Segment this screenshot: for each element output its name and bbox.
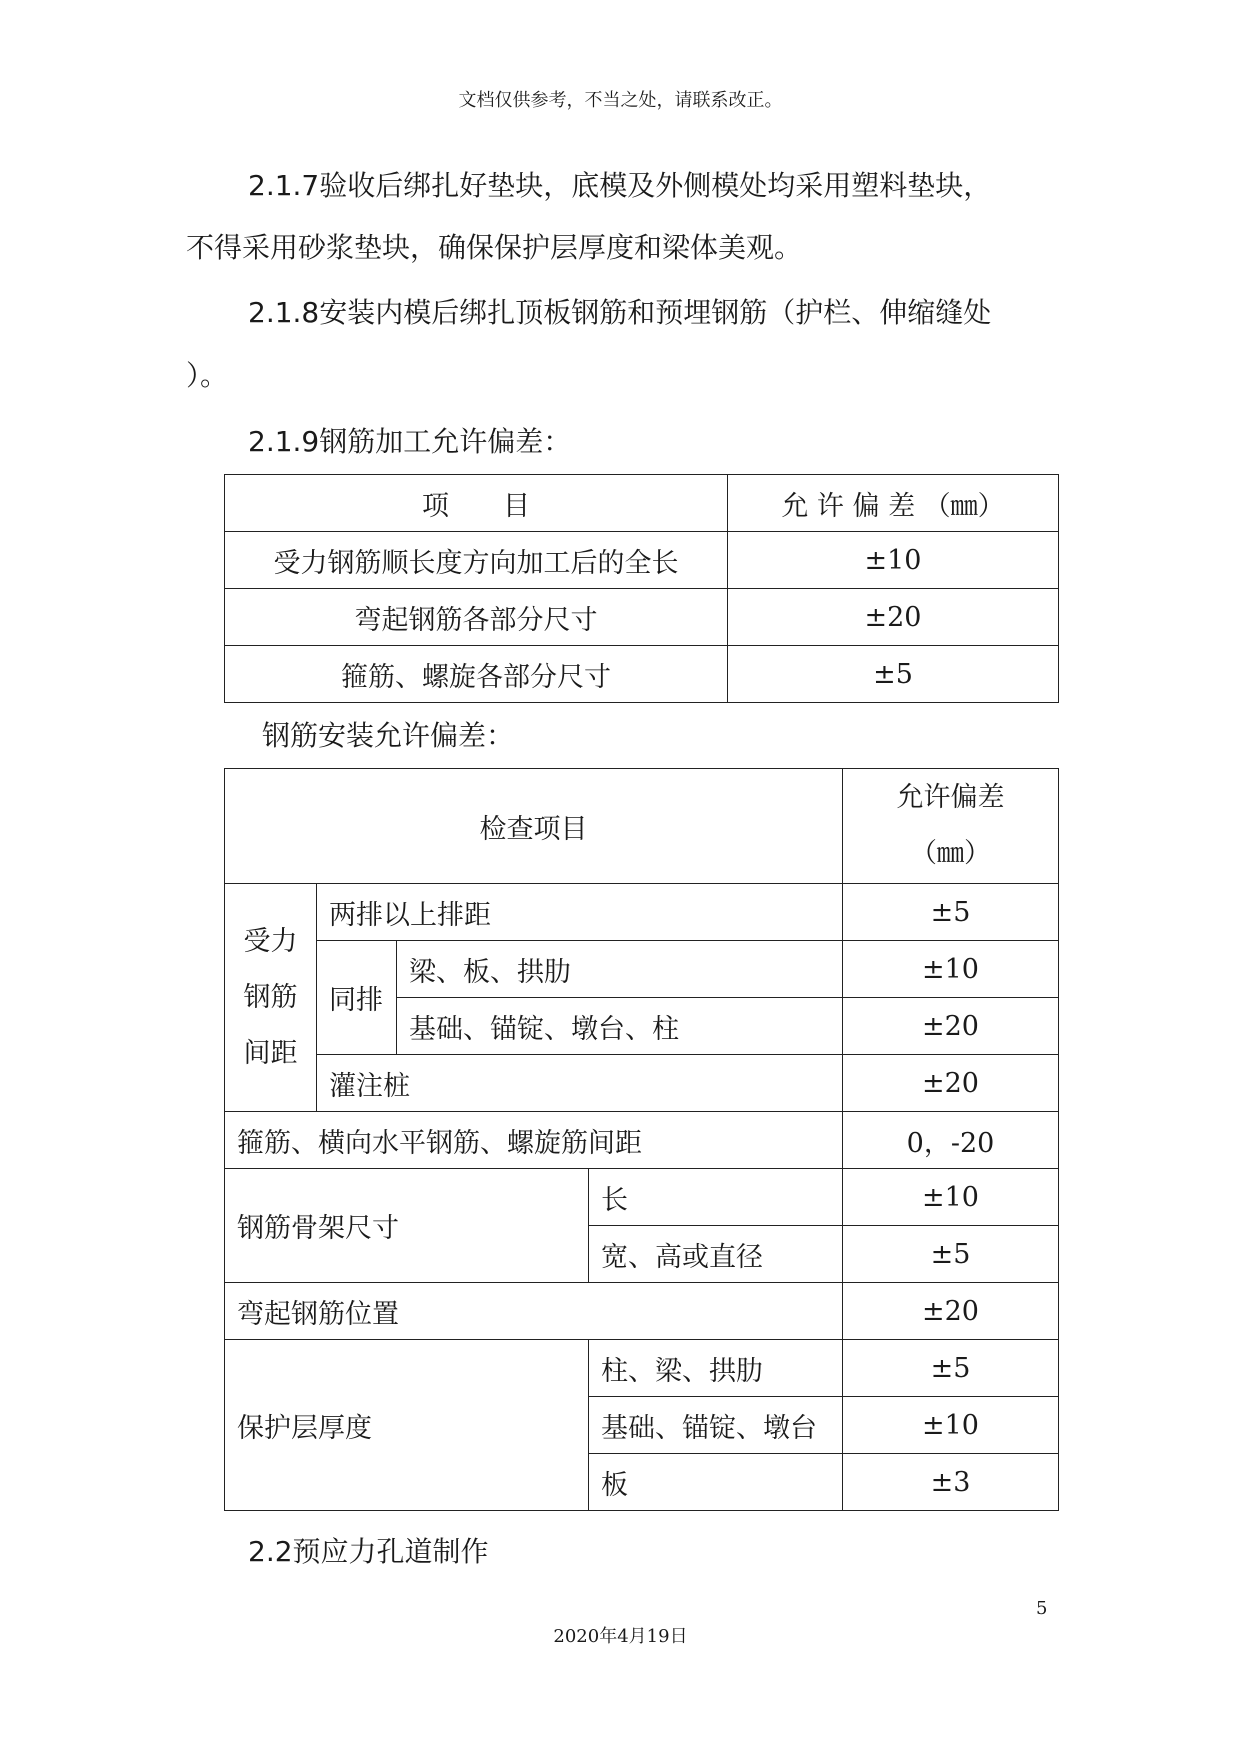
tolerance-cell: ±3 xyxy=(843,1454,1059,1511)
item-cell: 箍筋、横向水平钢筋、螺旋筋间距 xyxy=(225,1112,843,1169)
header-tolerance: 允 许 偏 差 （㎜） xyxy=(728,475,1059,532)
paragraph-2-1-8-line2: ）。 xyxy=(186,359,229,392)
table-row xyxy=(225,1340,1059,1397)
item-cell: 箍筋、螺旋各部分尺寸 xyxy=(225,646,728,703)
tolerance-cell: ±20 xyxy=(843,1283,1059,1340)
paragraph-2-1-9: 2.1.9钢筋加工允许偏差： xyxy=(248,425,572,458)
tolerance-cell: ±10 xyxy=(843,1169,1059,1226)
item-cell: 弯起钢筋位置 xyxy=(225,1283,843,1340)
header-check-item: 检查项目 xyxy=(225,769,843,884)
item-cell: 两排以上排距 xyxy=(317,884,843,941)
tolerance-cell: ±10 xyxy=(843,1397,1059,1454)
item-cell: 梁、板、拱肋 xyxy=(397,941,843,998)
tolerance-cell: ±5 xyxy=(843,1340,1059,1397)
tolerance-cell: ±20 xyxy=(843,1055,1059,1112)
item-cell: 宽、高或直径 xyxy=(589,1226,843,1283)
tolerance-cell: ±10 xyxy=(728,532,1059,589)
item-cell: 受力钢筋顺长度方向加工后的全长 xyxy=(225,532,728,589)
table-row xyxy=(225,1169,1059,1226)
header-tolerance-line1: 允许偏差 xyxy=(896,782,1005,813)
tolerance-cell: ±10 xyxy=(843,941,1059,998)
item-cell: 长 xyxy=(589,1169,843,1226)
item-cell: 柱、梁、拱肋 xyxy=(589,1340,843,1397)
header-item: 项 目 xyxy=(225,475,728,532)
paragraph-2-1-8-line1: 2.1.8安装内模后绑扎顶板钢筋和预埋钢筋（护栏、伸缩缝处 xyxy=(248,296,992,329)
rebar-processing-tolerance-table xyxy=(224,474,1059,703)
group-label-line: 钢筋 xyxy=(243,981,298,1013)
rebar-installation-tolerance-table xyxy=(224,768,1059,1511)
table-row xyxy=(225,941,1059,998)
table-row xyxy=(225,646,1059,703)
table-row xyxy=(225,1055,1059,1112)
item-cell: 弯起钢筋各部分尺寸 xyxy=(225,589,728,646)
section-2-2-heading: 2.2预应力孔道制作 xyxy=(248,1535,489,1568)
page-number: 5 xyxy=(1036,1598,1048,1619)
install-tolerance-title: 钢筋安装允许偏差： xyxy=(262,719,515,752)
group-label-spacing xyxy=(225,884,317,1112)
group-label-line: 间距 xyxy=(243,1037,298,1069)
tolerance-cell: ±5 xyxy=(843,884,1059,941)
footer-date: 2020年4月19日 xyxy=(553,1626,688,1647)
tolerance-cell: ±20 xyxy=(843,998,1059,1055)
page-header-note: 文档仅供参考，不当之处，请联系改正。 xyxy=(458,90,783,111)
item-cell: 基础、锚锭、墩台、柱 xyxy=(397,998,843,1055)
paragraph-2-1-7-line1: 2.1.7验收后绑扎好垫块，底模及外侧模处均采用塑料垫块， xyxy=(248,169,992,202)
item-cell: 板 xyxy=(589,1454,843,1511)
tolerance-cell: 0，-20 xyxy=(843,1112,1059,1169)
cover-thickness-label: 保护层厚度 xyxy=(225,1340,589,1511)
table-row xyxy=(225,589,1059,646)
header-tolerance-line2: （㎜） xyxy=(910,838,991,869)
item-cell: 基础、锚锭、墩台 xyxy=(589,1397,843,1454)
table-row xyxy=(225,1112,1059,1169)
header-tolerance xyxy=(843,769,1059,884)
table-row xyxy=(225,532,1059,589)
paragraph-2-1-7-line2: 不得采用砂浆垫块，确保保护层厚度和梁体美观。 xyxy=(186,231,803,264)
tolerance-cell: ±20 xyxy=(728,589,1059,646)
table-header-row xyxy=(225,769,1059,884)
item-cell: 灌注桩 xyxy=(317,1055,843,1112)
same-row-label: 同排 xyxy=(317,941,397,1055)
tolerance-cell: ±5 xyxy=(728,646,1059,703)
skeleton-size-label: 钢筋骨架尺寸 xyxy=(225,1169,589,1283)
group-label-line: 受力 xyxy=(243,925,298,957)
tolerance-cell: ±5 xyxy=(843,1226,1059,1283)
table-row xyxy=(225,884,1059,941)
table-row xyxy=(225,1283,1059,1340)
table-header-row xyxy=(225,475,1059,532)
